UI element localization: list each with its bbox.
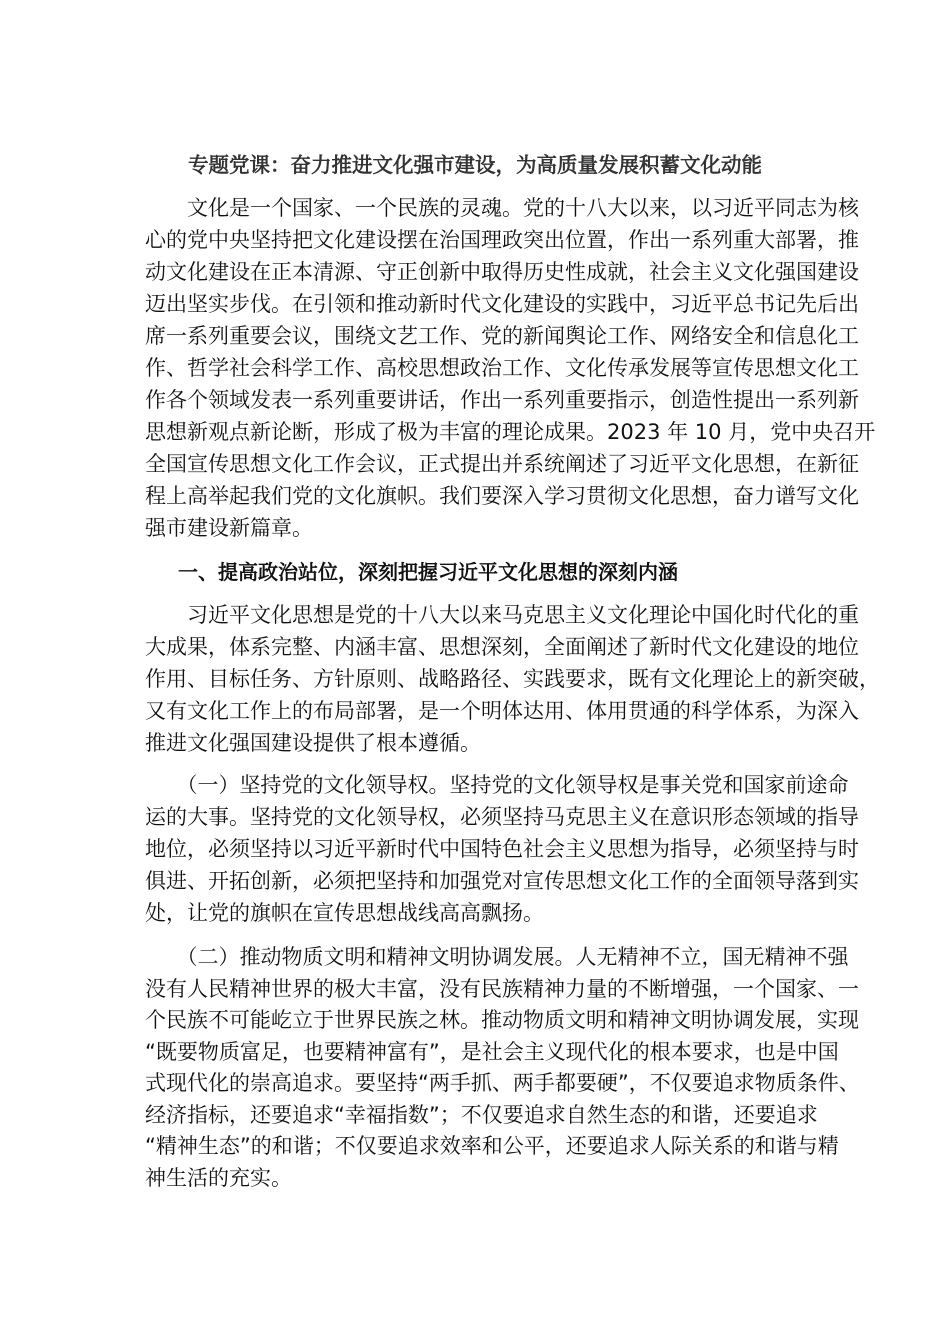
paragraph-line: 作用、目标任务、方针原则、战略路径、实践要求，既有文化理论上的新突破， <box>145 667 880 691</box>
paragraph-line: 又有文化工作上的布局部署，是一个明体达用、体用贯通的科学体系，为深入 <box>145 699 859 723</box>
paragraph-intro <box>145 192 876 544</box>
paragraph-line: 心的党中央坚持把文化建设摆在治国理政突出位置，作出一系列重大部署，推 <box>145 228 859 252</box>
paragraph-point-one <box>145 769 859 929</box>
paragraph-line: 没有人民精神世界的极大丰富，没有民族精神力量的不断增强，一个国家、一 <box>145 976 859 1001</box>
paragraph-line: 运的大事。坚持党的文化领导权，必须坚持马克思主义在意识形态领域的指导 <box>145 805 859 829</box>
paragraph-line: 经济指标，还要追求“幸福指数”；不仅要追求自然生态的和谐，还要追求 <box>145 1102 818 1127</box>
paragraph-line: 作各个领域发表一系列重要讲话，作出一系列重要指示，创造性提出一系列新 <box>145 388 859 412</box>
paragraph-line: 地位，必须坚持以习近平新时代中国特色社会主义思想为指导，必须坚持与时 <box>145 837 859 861</box>
paragraph-line: 式现代化的崇高追求。要坚持“两手抓、两手都要硬”，不仅要追求物质条件、 <box>145 1071 860 1095</box>
document-title: 专题党课：奋力推进文化强市建设，为高质量发展积蓄文化动能 <box>188 153 762 177</box>
paragraph-line: 作、哲学社会科学工作、高校思想政治工作、文化传承发展等宣传思想文化工 <box>145 356 859 380</box>
paragraph-line: 思想新观点新论断，形成了极为丰富的理论成果。2023 年 10 月，党中央召开 <box>145 420 876 444</box>
paragraph-line: 程上高举起我们党的文化旗帜。我们要深入学习贯彻文化思想，奋力谱写文化 <box>145 484 859 508</box>
section-heading: 一、提高政治站位，深刻把握习近平文化思想的深刻内涵 <box>178 560 678 584</box>
paragraph-line: 俱进、开拓创新，必须把坚持和加强党对宣传思想文化工作的全面领导落到实 <box>145 869 859 893</box>
paragraph-line: 席一系列重要会议，围绕文艺工作、党的新闻舆论工作、网络安全和信息化工 <box>145 324 859 348</box>
paragraph-line: “精神生态”的和谐；不仅要追求效率和公平，还要追求人际关系的和谐与精 <box>145 1134 839 1158</box>
paragraph-line: （一）坚持党的文化领导权。坚持党的文化领导权是事关党和国家前途命 <box>145 773 849 797</box>
paragraph-line: 处，让党的旗帜在宣传思想战线高高飘扬。 <box>145 901 544 925</box>
paragraph-line: （二）推动物质文明和精神文明协调发展。人无精神不立，国无精神不强 <box>145 945 849 969</box>
paragraph-line: 习近平文化思想是党的十八大以来马克思主义文化理论中国化时代化的重 <box>145 603 859 627</box>
paragraph-line: 动文化建设在正本清源、守正创新中取得历史性成就，社会主义文化强国建设 <box>145 260 859 284</box>
paragraph-line: 推进文化强国建设提供了根本遵循。 <box>145 731 481 755</box>
paragraph-line: 强市建设新篇章。 <box>145 516 313 540</box>
paragraph-line: 全国宣传思想文化工作会议，正式提出并系统阐述了习近平文化思想，在新征 <box>145 452 859 476</box>
paragraph-line: 个民族不可能屹立于世界民族之林。推动物质文明和精神文明协调发展，实现 <box>145 1008 859 1032</box>
paragraph-line: 大成果，体系完整、内涵丰富、思想深刻，全面阐述了新时代文化建设的地位 <box>145 635 859 659</box>
paragraph-line: 迈出坚实步伐。在引领和推动新时代文化建设的实践中，习近平总书记先后出 <box>145 292 859 316</box>
paragraph-line: “既要物质富足，也要精神富有”，是社会主义现代化的根本要求，也是中国 <box>145 1039 839 1064</box>
paragraph-point-two <box>145 942 860 1194</box>
paragraph-line: 文化是一个国家、一个民族的灵魂。党的十八大以来，以习近平同志为核 <box>145 196 859 220</box>
paragraph-overview <box>145 599 880 759</box>
paragraph-line: 神生活的充实。 <box>145 1165 292 1190</box>
